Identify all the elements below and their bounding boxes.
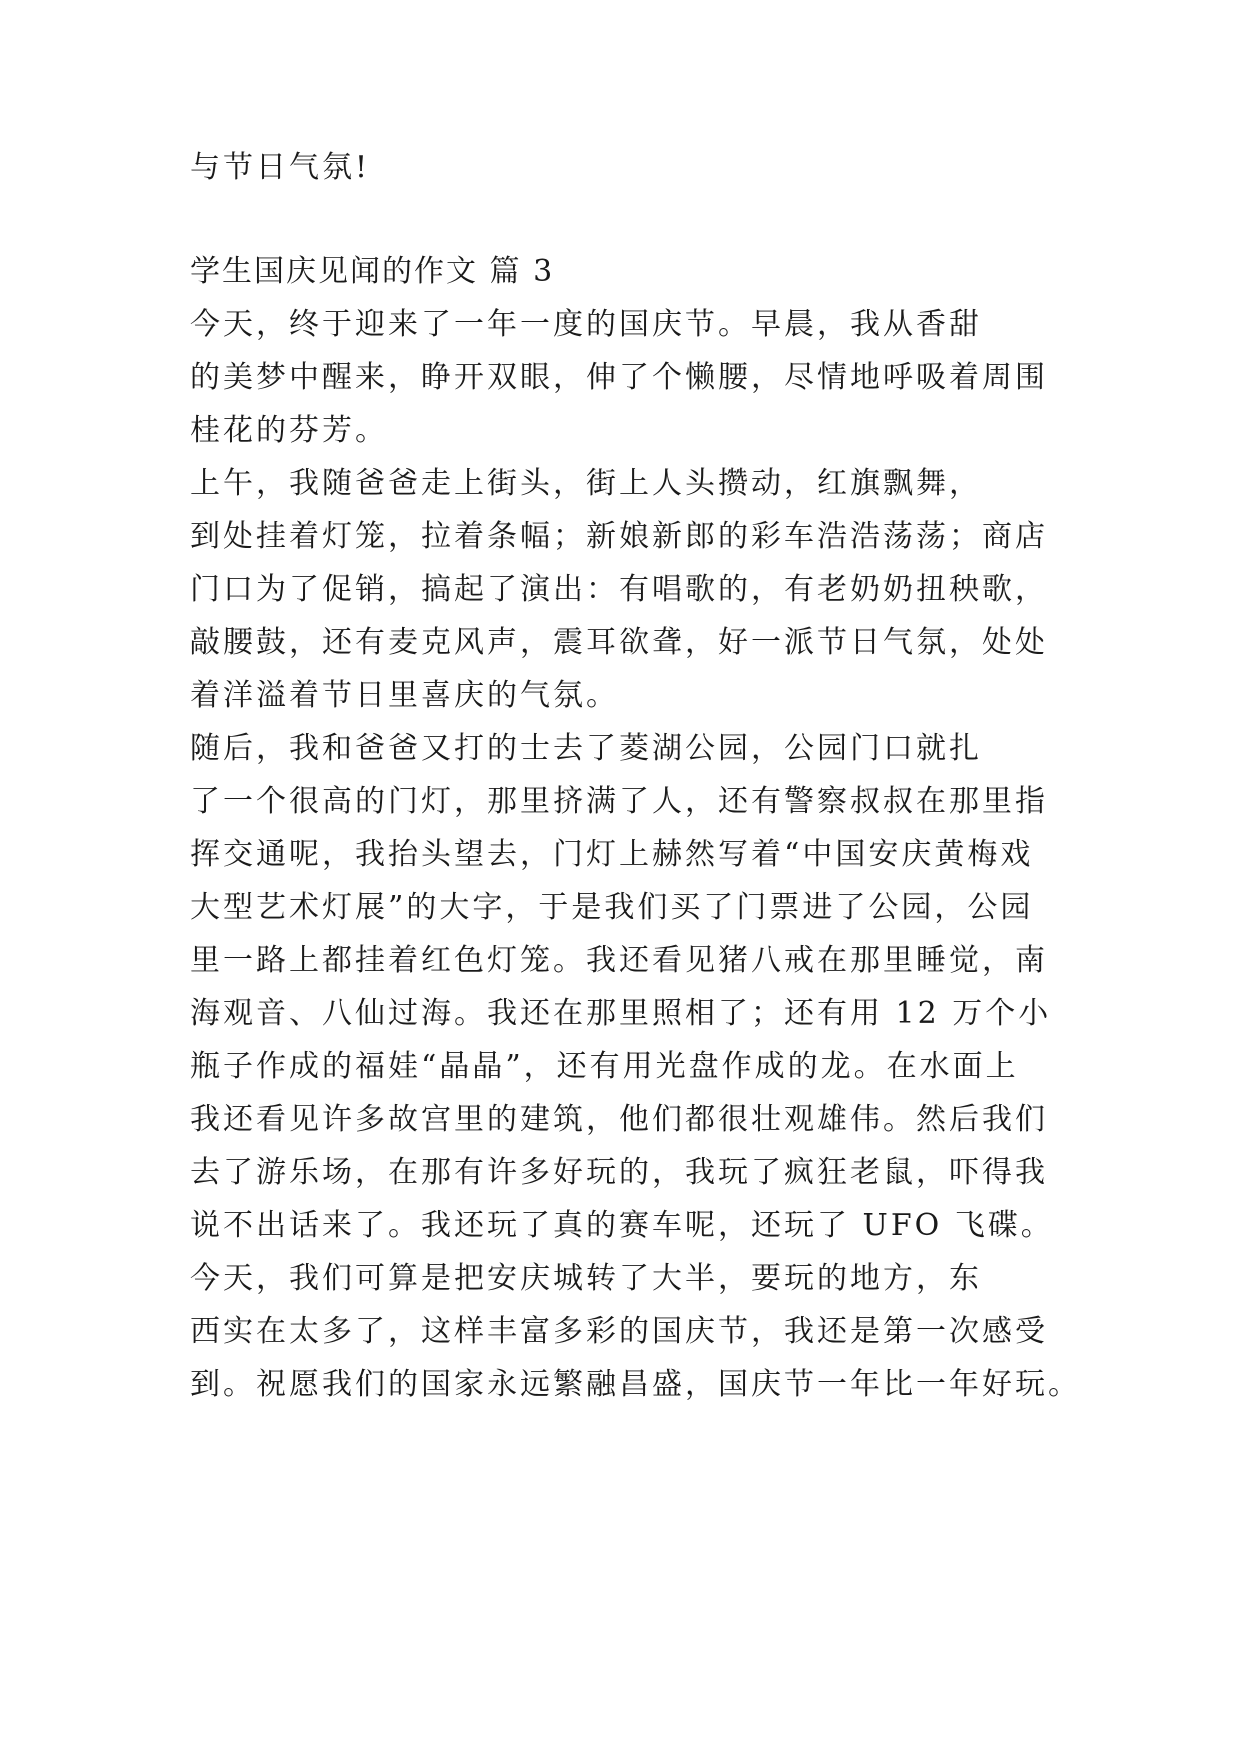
paragraph-1-line-1: 今天，终于迎来了一年一度的国庆节。早晨，我从香甜: [190, 307, 982, 342]
paragraph-4-line-3: 到。祝愿我们的国家永远繁融昌盛，国庆节一年比一年好玩。: [190, 1367, 1081, 1402]
paragraph-3-line-6: 海观音、八仙过海。我还在那里照相了；还有用 12 万个小: [190, 996, 1052, 1031]
paragraph-3-line-2: 了一个很高的门灯，那里挤满了人，还有警察叔叔在那里指: [190, 784, 1048, 819]
paragraph-3-line-8: 我还看见许多故宫里的建筑，他们都很壮观雄伟。然后我们: [190, 1102, 1048, 1137]
paragraph-3-line-1: 随后，我和爸爸又打的士去了菱湖公园，公园门口就扎: [190, 731, 982, 766]
paragraph-3-line-4: 大型艺术灯展”的大字，于是我们买了门票进了公园，公园: [190, 890, 1034, 925]
paragraph-3-line-3: 挥交通呢，我抬头望去，门灯上赫然写着“中国安庆黄梅戏: [190, 837, 1034, 872]
paragraph-2-line-4: 敲腰鼓，还有麦克风声，震耳欲聋，好一派节日气氛，处处: [190, 625, 1048, 660]
paragraph-3-line-10: 说不出话来了。我还玩了真的赛车呢，还玩了 UFO 飞碟。: [190, 1208, 1054, 1243]
paragraph-2-line-2: 到处挂着灯笼，拉着条幅；新娘新郎的彩车浩浩荡荡；商店: [190, 519, 1048, 554]
paragraph-2-line-3: 门口为了促销，搞起了演出：有唱歌的，有老奶奶扭秧歌，: [190, 572, 1048, 607]
paragraph-2-line-5: 着洋溢着节日里喜庆的气氛。: [190, 678, 619, 713]
paragraph-4-line-2: 西实在太多了，这样丰富多彩的国庆节，我还是第一次感受: [190, 1314, 1048, 1349]
paragraph-1-line-2: 的美梦中醒来，睁开双眼，伸了个懒腰，尽情地呼吸着周围: [190, 360, 1048, 395]
paragraph-1-line-3: 桂花的芬芳。: [190, 413, 388, 448]
paragraph-3-line-7: 瓶子作成的福娃“晶晶”，还有用光盘作成的龙。在水面上: [190, 1049, 1019, 1084]
paragraph-3-line-9: 去了游乐场，在那有许多好玩的，我玩了疯狂老鼠，吓得我: [190, 1155, 1048, 1190]
paragraph-2-line-1: 上午，我随爸爸走上街头，街上人头攒动，红旗飘舞，: [190, 466, 982, 501]
paragraph-3-line-5: 里一路上都挂着红色灯笼。我还看见猪八戒在那里睡觉，南: [190, 943, 1048, 978]
continuation-line: 与节日气氛!: [190, 150, 371, 185]
section-title: 学生国庆见闻的作文 篇 3: [190, 254, 555, 289]
paragraph-4-line-1: 今天，我们可算是把安庆城转了大半，要玩的地方，东: [190, 1261, 982, 1296]
